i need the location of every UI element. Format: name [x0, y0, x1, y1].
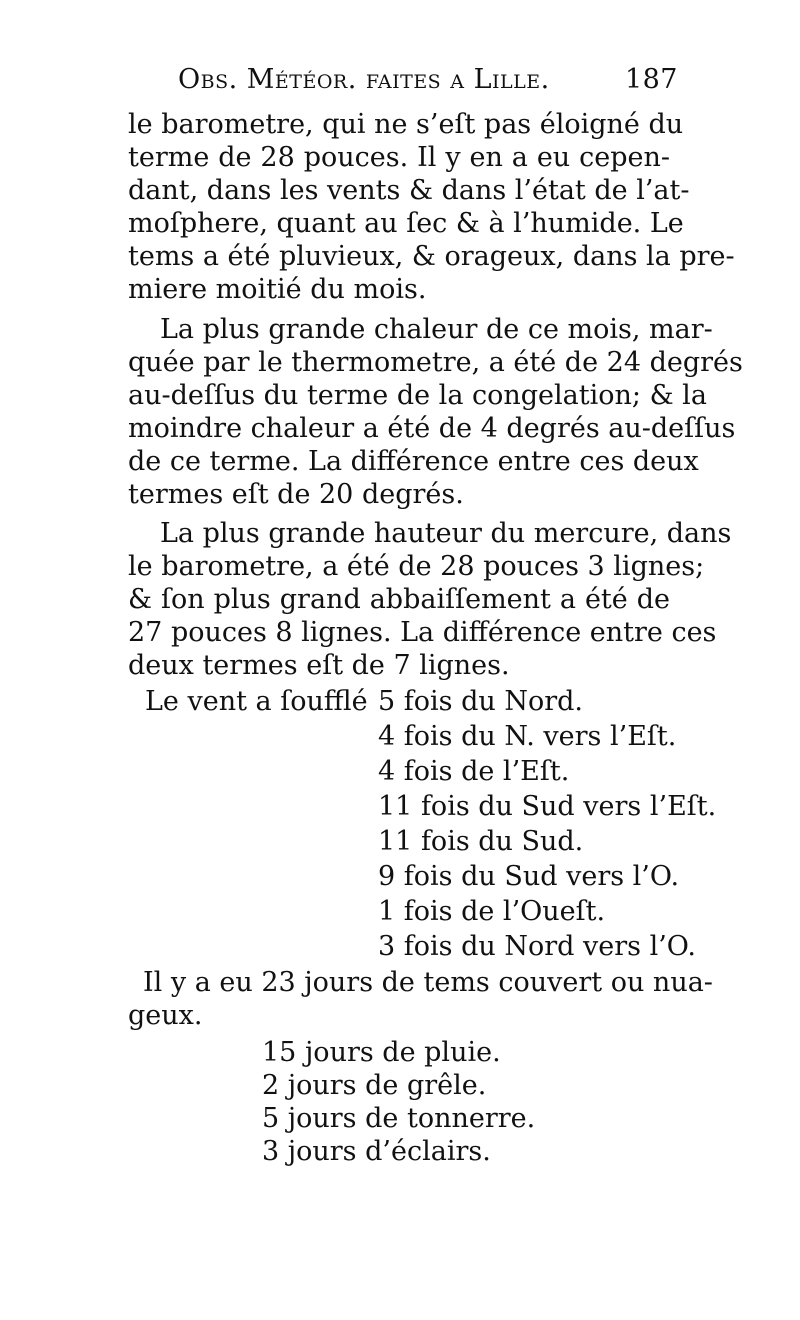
- text-line: dant, dans les vents & dans l’état de l’at-: [128, 175, 690, 206]
- text-line: moſphere, quant au ſec & à l’humide. Le: [128, 208, 684, 239]
- wind-entry: 4 fois de l’Eſt.: [378, 756, 570, 787]
- running-header: [178, 64, 678, 95]
- text-line: moindre chaleur a été de 4 degrés au-deſſus: [128, 413, 736, 444]
- text-line: Il y a eu 23 jours de tems couvert ou nua-: [143, 967, 713, 998]
- wind-entry: 4 fois du N. vers l’Eſt.: [378, 721, 677, 752]
- weather-entry: 3 jours d’éclairs.: [262, 1136, 491, 1167]
- wind-entry: 3 fois du Nord vers l’O.: [378, 931, 696, 962]
- text-line: au-deſſus du terme de la congelation; & la: [128, 380, 707, 411]
- text-line: & ſon plus grand abbaiſſement a été de: [128, 584, 670, 615]
- text-line: quée par le thermometre, a été de 24 degrés: [128, 347, 743, 378]
- text-line: 27 pouces 8 lignes. La différence entre ces: [128, 617, 717, 648]
- text-line: le barometre, qui ne s’eſt pas éloigné du: [128, 109, 684, 140]
- wind-entry: 11 fois du Sud vers l’Eſt.: [378, 791, 717, 822]
- text-line: de ce terme. La différence entre ces deux: [128, 446, 699, 477]
- wind-entry: 5 fois du Nord.: [378, 686, 583, 717]
- text-line: terme de 28 pouces. Il y en a eu cepen-: [128, 142, 670, 173]
- wind-lead: Le vent a ſoufflé: [145, 686, 368, 717]
- weather-entry: 5 jours de tonnerre.: [262, 1103, 536, 1134]
- page-number: 187: [624, 64, 678, 95]
- wind-entry: 11 fois du Sud.: [378, 826, 584, 857]
- weather-entry: 15 jours de pluie.: [262, 1037, 501, 1068]
- text-line: deux termes eſt de 7 lignes.: [128, 650, 510, 681]
- text-line: La plus grande chaleur de ce mois, mar-: [160, 314, 713, 345]
- running-title: Obs. Météor. faites a Lille.: [178, 64, 550, 95]
- wind-entry: 1 fois de l’Oueſt.: [378, 896, 606, 927]
- text-line: le barometre, a été de 28 pouces 3 lignes;: [128, 551, 705, 582]
- weather-entry: 2 jours de grêle.: [262, 1070, 487, 1101]
- wind-entry: 9 fois du Sud vers l’O.: [378, 861, 680, 892]
- text-line: termes eſt de 20 degrés.: [128, 479, 464, 510]
- text-line: tems a été pluvieux, & orageux, dans la pre-: [128, 241, 735, 272]
- text-line: geux.: [128, 1000, 203, 1031]
- text-line: miere moitié du mois.: [128, 274, 427, 305]
- text-line: La plus grande hauteur du mercure, dans: [160, 518, 732, 549]
